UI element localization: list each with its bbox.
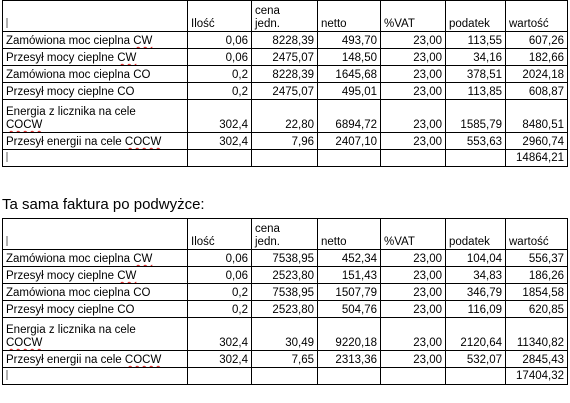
table-row <box>3 267 568 284</box>
cell-tax: 2120,64 <box>446 318 506 351</box>
row-label-text: Zamówiona moc cieplna <box>6 35 134 47</box>
header-tax: podatek <box>446 219 506 250</box>
cell-unit-price: 2475,07 <box>252 83 318 100</box>
table-row <box>3 301 568 318</box>
cell-vat: 23,00 <box>381 66 446 83</box>
cell-qty: 0,06 <box>188 267 252 284</box>
spellcheck-underlined-text: COCW <box>124 136 162 148</box>
table-row <box>3 32 568 49</box>
header-qty: Ilość <box>188 219 252 250</box>
header-net: netto <box>318 219 381 250</box>
empty-cell <box>446 368 506 385</box>
cell-value: 11340,82 <box>506 318 568 351</box>
cell-marker <box>6 152 8 162</box>
cell-value: 1854,58 <box>506 284 568 301</box>
cell-unit-price: 2523,80 <box>252 301 318 318</box>
cell-vat: 23,00 <box>381 318 446 351</box>
cell-value: 608,87 <box>506 83 568 100</box>
row-label <box>3 301 188 318</box>
empty-cell <box>381 368 446 385</box>
grand-total: 17404,32 <box>506 368 568 385</box>
empty-cell <box>188 150 252 167</box>
row-label-text: Zamówiona moc cieplna CO <box>6 69 151 81</box>
row-label <box>3 318 188 351</box>
cell-tax: 378,51 <box>446 66 506 83</box>
header-value: wartość <box>506 219 568 250</box>
header-qty: Ilość <box>188 1 252 32</box>
cell-unit-price: 2475,07 <box>252 49 318 66</box>
row-label-text: Przesył mocy cieplne CO <box>6 304 135 316</box>
table-row <box>3 100 568 133</box>
total-row <box>3 368 568 385</box>
row-label-text: Zamówiona moc cieplna <box>6 253 134 265</box>
cell-unit-price: 8228,39 <box>252 66 318 83</box>
cell-qty: 0,2 <box>188 83 252 100</box>
row-label-text: Przesył energii na cele <box>6 354 125 366</box>
cell-value: 2845,43 <box>506 351 568 368</box>
row-label <box>3 284 188 301</box>
cell-vat: 23,00 <box>381 267 446 284</box>
cell-unit-price: 7,96 <box>252 133 318 150</box>
spellcheck-underlined-text: CW <box>133 253 153 265</box>
cell-net: 504,76 <box>318 301 381 318</box>
spellcheck-underlined-text: CW <box>117 52 137 64</box>
grand-total: 14864,21 <box>506 150 568 167</box>
row-label-text: Przesył mocy cieplne <box>6 52 118 64</box>
cell-qty: 302,4 <box>188 100 252 133</box>
cell-qty: 0,06 <box>188 49 252 66</box>
cell-net: 2313,36 <box>318 351 381 368</box>
empty-cell <box>318 368 381 385</box>
cell-tax: 113,85 <box>446 83 506 100</box>
cell-net: 495,01 <box>318 83 381 100</box>
spellcheck-underlined-text: CW <box>117 270 137 282</box>
row-label <box>3 250 188 267</box>
cell-qty: 0,06 <box>188 250 252 267</box>
cell-vat: 23,00 <box>381 32 446 49</box>
cell-net: 9220,18 <box>318 318 381 351</box>
cell-vat: 23,00 <box>381 83 446 100</box>
cell-unit-price: 8228,39 <box>252 32 318 49</box>
cell-unit-price: 30,49 <box>252 318 318 351</box>
table-row <box>3 66 568 83</box>
cell-value: 2024,18 <box>506 66 568 83</box>
header-net: netto <box>318 1 381 32</box>
cell-tax: 346,79 <box>446 284 506 301</box>
cell-unit-price: 2523,80 <box>252 267 318 284</box>
header-tax: podatek <box>446 1 506 32</box>
row-label <box>3 83 188 100</box>
total-row <box>3 150 568 167</box>
row-label-text: Przesył energii na cele <box>6 136 125 148</box>
total-empty-cell <box>3 368 188 385</box>
cell-tax: 116,09 <box>446 301 506 318</box>
cell-qty: 0,06 <box>188 32 252 49</box>
cell-value: 556,37 <box>506 250 568 267</box>
cell-vat: 23,00 <box>381 351 446 368</box>
row-label <box>3 351 188 368</box>
header-row <box>3 219 568 250</box>
cell-vat: 23,00 <box>381 100 446 133</box>
empty-cell <box>446 150 506 167</box>
row-label-text: Energia z licznika na cele <box>6 324 136 336</box>
cell-unit-price: 22,80 <box>252 100 318 133</box>
cell-value: 2960,74 <box>506 133 568 150</box>
cell-tax: 553,63 <box>446 133 506 150</box>
header-vat: %VAT <box>381 219 446 250</box>
cell-marker <box>6 236 8 246</box>
cell-qty: 0,2 <box>188 301 252 318</box>
subtitle-after-increase: Ta sama faktura po podwyżce: <box>2 196 205 213</box>
table-row <box>3 83 568 100</box>
row-label-text: Przesył mocy cieplne CO <box>6 86 135 98</box>
cell-value: 186,26 <box>506 267 568 284</box>
spellcheck-underlined-text: COCW <box>124 354 162 366</box>
cell-qty: 0,2 <box>188 284 252 301</box>
cell-vat: 23,00 <box>381 250 446 267</box>
empty-cell <box>381 150 446 167</box>
cell-value: 182,66 <box>506 49 568 66</box>
header-name <box>3 1 188 32</box>
cell-net: 151,43 <box>318 267 381 284</box>
cell-net: 452,34 <box>318 250 381 267</box>
header-name <box>3 219 188 250</box>
cell-net: 1645,68 <box>318 66 381 83</box>
row-label-text: Energia z licznika na cele <box>6 106 136 118</box>
cell-tax: 1585,79 <box>446 100 506 133</box>
row-label <box>3 133 188 150</box>
cell-marker <box>6 18 8 28</box>
spellcheck-underlined-text: COCW <box>6 337 43 349</box>
cell-qty: 302,4 <box>188 133 252 150</box>
cell-net: 148,50 <box>318 49 381 66</box>
header-row <box>3 1 568 32</box>
row-label-text: Zamówiona moc cieplna CO <box>6 287 151 299</box>
header-unit-price: cena jedn. <box>252 219 318 250</box>
cell-unit-price: 7538,95 <box>252 250 318 267</box>
cell-vat: 23,00 <box>381 284 446 301</box>
cell-value: 8480,51 <box>506 100 568 133</box>
table-row <box>3 284 568 301</box>
table-row <box>3 250 568 267</box>
cell-unit-price: 7,65 <box>252 351 318 368</box>
cell-tax: 532,07 <box>446 351 506 368</box>
table-row <box>3 318 568 351</box>
row-label <box>3 66 188 83</box>
empty-cell <box>252 150 318 167</box>
header-value: wartość <box>506 1 568 32</box>
empty-cell <box>318 150 381 167</box>
cell-tax: 34,83 <box>446 267 506 284</box>
empty-cell <box>252 368 318 385</box>
cell-value: 620,85 <box>506 301 568 318</box>
cell-qty: 302,4 <box>188 351 252 368</box>
cell-tax: 34,16 <box>446 49 506 66</box>
cell-net: 6894,72 <box>318 100 381 133</box>
row-label <box>3 267 188 284</box>
table-row <box>3 133 568 150</box>
cell-vat: 23,00 <box>381 49 446 66</box>
cell-tax: 104,04 <box>446 250 506 267</box>
cell-qty: 302,4 <box>188 318 252 351</box>
cell-vat: 23,00 <box>381 133 446 150</box>
empty-cell <box>188 368 252 385</box>
cell-net: 493,70 <box>318 32 381 49</box>
spellcheck-underlined-text: CW <box>133 35 153 47</box>
row-label <box>3 49 188 66</box>
cell-tax: 113,55 <box>446 32 506 49</box>
cell-vat: 23,00 <box>381 301 446 318</box>
invoice-table-before <box>2 0 568 167</box>
cell-net: 2407,10 <box>318 133 381 150</box>
table-row <box>3 49 568 66</box>
invoice-table-after <box>2 218 568 385</box>
cell-unit-price: 7538,95 <box>252 284 318 301</box>
header-vat: %VAT <box>381 1 446 32</box>
cell-value: 607,26 <box>506 32 568 49</box>
row-label-text: Przesył mocy cieplne <box>6 270 118 282</box>
cell-net: 1507,79 <box>318 284 381 301</box>
total-empty-cell <box>3 150 188 167</box>
header-unit-price: cena jedn. <box>252 1 318 32</box>
row-label <box>3 100 188 133</box>
cell-marker <box>6 370 8 380</box>
spellcheck-underlined-text: COCW <box>6 119 43 131</box>
cell-qty: 0,2 <box>188 66 252 83</box>
row-label <box>3 32 188 49</box>
table-row <box>3 351 568 368</box>
